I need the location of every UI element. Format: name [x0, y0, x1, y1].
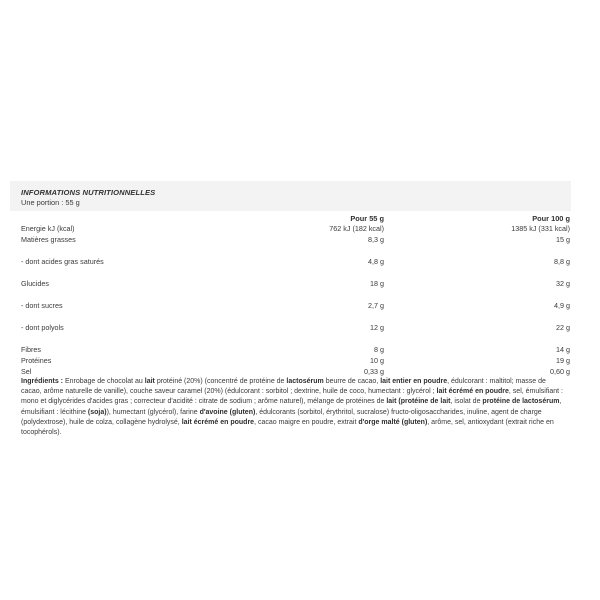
table-row: [10, 356, 571, 367]
ingredient-allergen: lactosérum: [286, 378, 324, 385]
ingredient-text: , sel, émulsifiant : mono et diglycérides d'acides gras ; correcteur d'acidité : citrate de sodium ; arôme naturel), mélange de protéines de: [21, 388, 563, 406]
per-100g-value: 22 g: [556, 323, 570, 332]
nutrient-name: - dont acides gras saturés: [21, 257, 104, 266]
per-portion-header: Pour 55 g: [350, 214, 384, 223]
nutrition-title: INFORMATIONS NUTRITIONNELLES: [21, 188, 156, 197]
per-portion-value: 10 g: [370, 356, 384, 365]
table-row: [10, 345, 571, 356]
ingredient-allergen: (soja): [87, 408, 107, 416]
nutrition-rows: [10, 224, 571, 377]
nutrition-panel: [10, 181, 571, 438]
ingredient-allergen: protéine de lactosérum: [482, 398, 560, 406]
per-portion-value: 4,8 g: [368, 257, 384, 266]
per-100g-value: 14 g: [556, 345, 570, 354]
nutrient-name: - dont polyols: [21, 323, 64, 332]
nutrient-name: Energie kJ (kcal): [21, 224, 75, 233]
table-row: [10, 323, 571, 345]
ingredient-allergen: d'avoine (gluten): [199, 408, 256, 416]
nutrient-name: Matières grasses: [21, 235, 76, 244]
ingredient-text: , isolat de: [450, 398, 483, 406]
table-header-row: [10, 213, 571, 224]
table-row: [10, 235, 571, 257]
ingredient-allergen: Ingrédients :: [21, 378, 64, 385]
ingredient-text: beurre de cacao,: [323, 378, 381, 385]
per-portion-value: 762 kJ (182 kcal): [329, 224, 384, 233]
table-row: [10, 257, 571, 279]
per-100g-value: 15 g: [556, 235, 570, 244]
nutrient-name: Fibres: [21, 345, 41, 354]
nutrition-table: [10, 213, 571, 377]
ingredient-text: , cacao maigre en poudre, extrait: [254, 418, 359, 426]
ingredient-text: ), humectant (glycérol), farine: [106, 408, 200, 416]
ingredient-text: , édulcorant : maltitol; masse de cacao, arôme naturelle de vanille), couche saveur caramel (20%) (édulcorant : sorbitol ; dextrine, huile de coco, humectant : glycérol ;: [21, 378, 546, 396]
ingredient-text: Enrobage de chocolat au: [63, 378, 145, 385]
ingredient-allergen: lait (protéine de lait: [386, 398, 451, 406]
per-100g-value: 8,8 g: [554, 257, 570, 266]
table-row: [10, 301, 571, 323]
nutrient-name: Sel: [21, 367, 32, 376]
nutrient-name: Protéines: [21, 356, 52, 365]
ingredient-text: protéiné (20%) (concentré de protéine de: [154, 378, 287, 385]
per-portion-value: 2,7 g: [368, 301, 384, 310]
nutrient-name: Glucides: [21, 279, 49, 288]
ingredient-text: , émulsifiant : lécithine: [21, 398, 562, 416]
ingredients-text: [10, 377, 566, 438]
ingredient-text: , édulcorants (sorbitol, érythritol, sucralose) fructo-oligosaccharides, inuline, agent de charge (polydextrose), huile de colza, collagène hydrolysé,: [21, 408, 542, 426]
per-100g-value: 0,60 g: [550, 367, 570, 376]
nutrition-header: [10, 181, 571, 211]
table-row: [10, 224, 571, 235]
per-100g-header: Pour 100 g: [532, 214, 570, 223]
per-100g-value: 1385 kJ (331 kcal): [511, 224, 570, 233]
per-100g-value: 32 g: [556, 279, 570, 288]
ingredient-allergen: lait entier en poudre: [380, 378, 448, 385]
ingredient-allergen: lait écrémé en poudre: [181, 418, 255, 426]
table-row: [10, 367, 571, 377]
nutrient-column-header: [10, 213, 160, 224]
serving-size: Une portion : 55 g: [21, 198, 80, 207]
per-portion-value: 12 g: [370, 323, 384, 332]
per-portion-value: 0,33 g: [364, 367, 384, 376]
table-row: [10, 279, 571, 301]
ingredient-allergen: lait: [144, 378, 155, 385]
per-portion-value: 8,3 g: [368, 235, 384, 244]
ingredient-text: , arôme, sel, antioxydant (extrait riche en tocophérols).: [21, 418, 554, 437]
per-100g-value: 19 g: [556, 356, 570, 365]
ingredient-allergen: d'orge malté (gluten): [358, 418, 428, 426]
ingredient-allergen: lait écrémé en poudre: [436, 388, 509, 396]
per-portion-value: 8 g: [374, 345, 384, 354]
per-100g-value: 4,9 g: [554, 301, 570, 310]
per-portion-value: 18 g: [370, 279, 384, 288]
nutrient-name: - dont sucres: [21, 301, 63, 310]
